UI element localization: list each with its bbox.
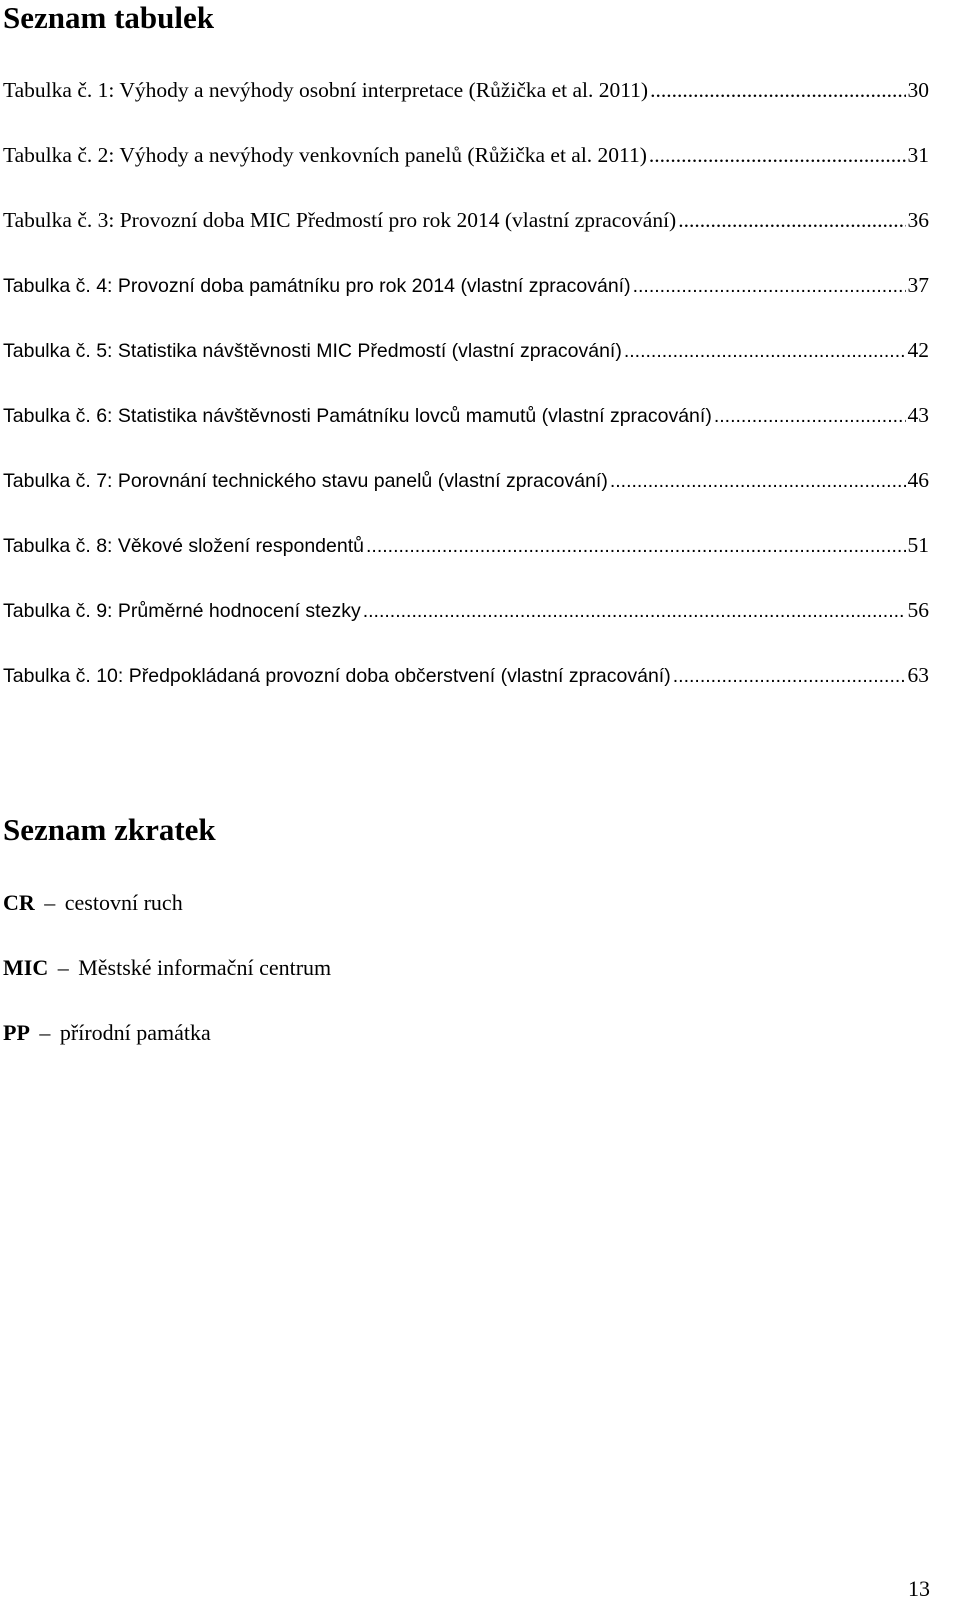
toc-leader-dots: [649, 140, 906, 170]
abbreviation-meaning: přírodní památka: [59, 1020, 211, 1045]
toc-entry-label: Tabulka č. 2: Výhody a nevýhody venkovních panelů (Růžička et al. 2011): [3, 143, 647, 167]
toc-leader-dots: [366, 531, 906, 561]
toc-entry[interactable]: [3, 465, 929, 495]
abbreviation-meaning: Městské informační centrum: [78, 955, 332, 980]
toc-entry[interactable]: [3, 400, 929, 430]
toc-entry[interactable]: [3, 335, 929, 365]
toc-entry-label: Tabulka č. 4: Provozní doba památníku pro rok 2014 (vlastní zpracování): [3, 275, 631, 297]
toc-leader-dots: [633, 271, 906, 301]
toc-entry-label: Tabulka č. 5: Statistika návštěvnosti MIC Předmostí (vlastní zpracování): [3, 340, 622, 362]
toc-entry-label: Tabulka č. 1: Výhody a nevýhody osobní interpretace (Růžička et al. 2011): [3, 78, 649, 102]
abbreviation-dash: –: [57, 955, 69, 980]
toc-entry[interactable]: [3, 75, 929, 105]
abbreviation-code: PP: [3, 1020, 30, 1045]
toc-entry-page: 51: [907, 533, 929, 557]
abbreviation-item: [3, 1018, 211, 1048]
toc-entry-page: 37: [907, 273, 929, 297]
toc-leader-dots: [714, 401, 906, 431]
toc-entry-page: 56: [907, 598, 929, 622]
list-of-abbreviations-heading: Seznam zkratek: [3, 812, 216, 847]
toc-leader-dots: [650, 75, 905, 105]
toc-entry-page: 63: [907, 663, 929, 687]
toc-leader-dots: [610, 466, 906, 496]
abbreviation-meaning: cestovní ruch: [64, 890, 183, 915]
toc-entry-page: 30: [907, 78, 929, 102]
toc-entry-page: 46: [907, 468, 929, 492]
toc-entry-label: Tabulka č. 10: Předpokládaná provozní doba občerstvení (vlastní zpracování): [3, 665, 671, 687]
toc-entry-label: Tabulka č. 6: Statistika návštěvnosti Památníku lovců mamutů (vlastní zpracování): [3, 405, 712, 427]
abbreviation-item: [3, 953, 331, 983]
toc-entry[interactable]: [3, 270, 929, 300]
toc-leader-dots: [673, 661, 906, 691]
toc-entry-label: Tabulka č. 9: Průměrné hodnocení stezky: [3, 600, 361, 622]
toc-entry-page: 31: [907, 143, 929, 167]
toc-entry-page: 43: [907, 403, 929, 427]
abbreviation-item: [3, 888, 183, 918]
abbreviation-dash: –: [39, 1020, 51, 1045]
list-of-tables-heading: Seznam tabulek: [3, 0, 214, 35]
toc-entry[interactable]: [3, 140, 929, 170]
abbreviation-dash: –: [44, 890, 56, 915]
toc-entry[interactable]: [3, 530, 929, 560]
page-number: 13: [908, 1576, 930, 1601]
toc-entry-label: Tabulka č. 3: Provozní doba MIC Předmostí pro rok 2014 (vlastní zpracování): [3, 208, 677, 232]
abbreviation-code: MIC: [3, 955, 49, 980]
toc-entry-label: Tabulka č. 7: Porovnání technického stavu panelů (vlastní zpracování): [3, 470, 608, 492]
toc-entry[interactable]: [3, 660, 929, 690]
toc-leader-dots: [678, 205, 905, 235]
abbreviation-code: CR: [3, 890, 35, 915]
toc-entry-page: 36: [907, 208, 929, 232]
toc-entry[interactable]: [3, 595, 929, 625]
toc-leader-dots: [624, 336, 906, 366]
toc-entry[interactable]: [3, 205, 929, 235]
toc-entry-page: 42: [907, 338, 929, 362]
toc-entry-label: Tabulka č. 8: Věkové složení respondentů: [3, 535, 364, 557]
toc-leader-dots: [363, 596, 906, 626]
